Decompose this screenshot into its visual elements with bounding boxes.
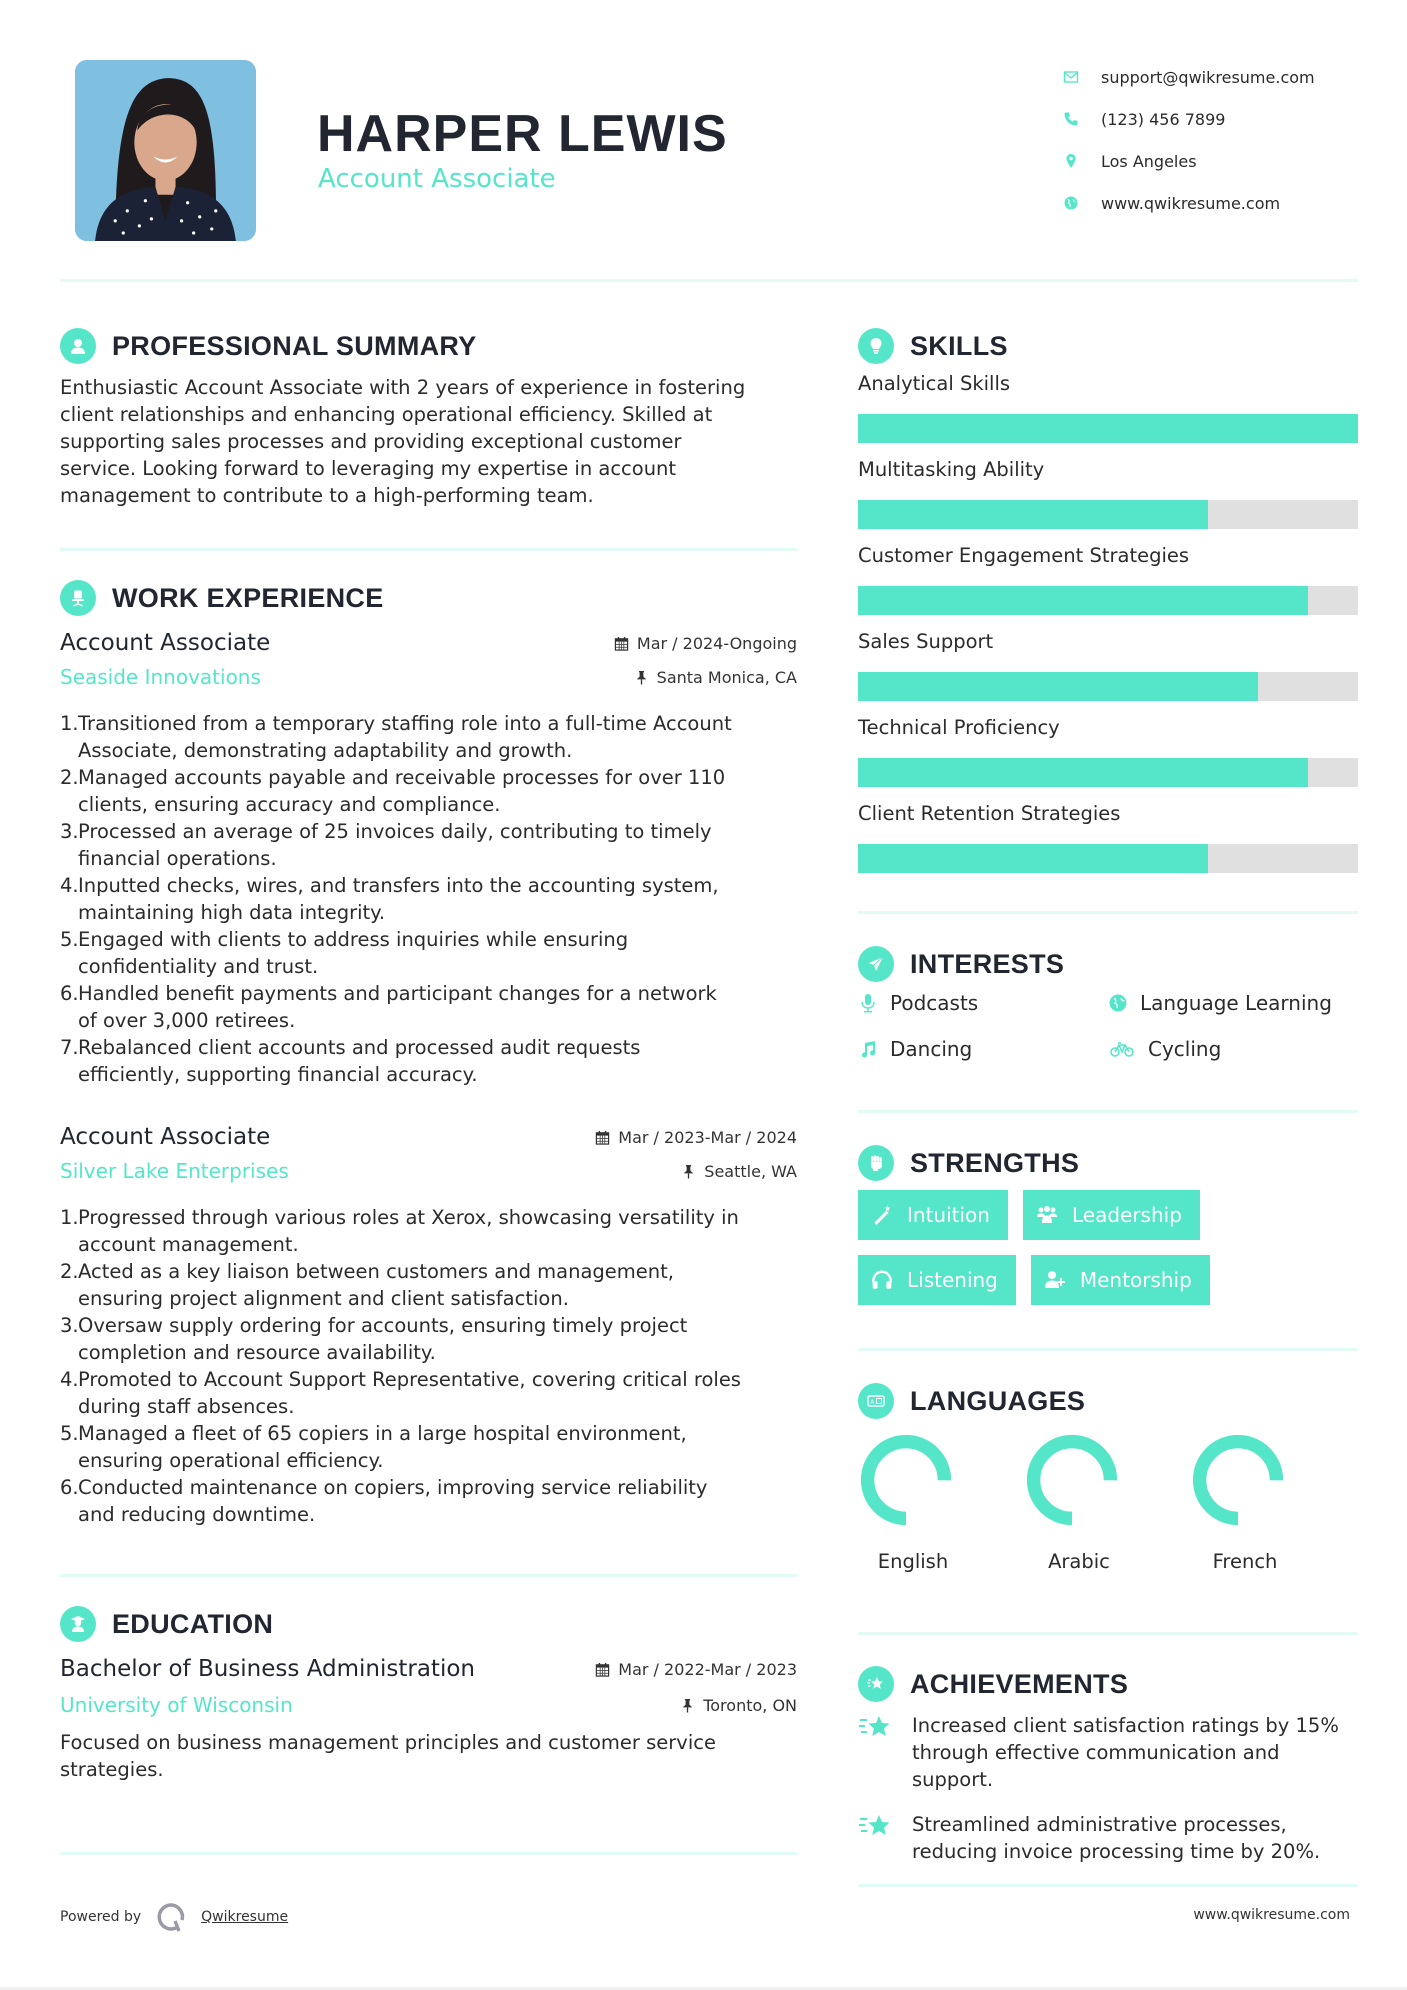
interest-label: Podcasts	[890, 991, 979, 1015]
language-item	[1190, 1432, 1356, 1573]
globe-icon	[1063, 195, 1101, 211]
strength-tag	[858, 1255, 1016, 1305]
skill-label: Customer Engagement Strategies	[858, 544, 1190, 567]
strengths-divider	[858, 1348, 1358, 1351]
achievement-line: Streamlined administrative processes,	[912, 1813, 1287, 1836]
contact-website-text: www.qwikresume.com	[1101, 193, 1281, 213]
fist-icon	[858, 1145, 894, 1181]
candidate-job-title: Account Associate	[318, 164, 556, 194]
skill-item	[858, 800, 1358, 886]
powered-by-label: Powered by	[60, 1909, 142, 1925]
achievement-line: through effective communication and	[912, 1741, 1280, 1764]
language-label: Arabic	[1048, 1550, 1110, 1573]
achievements-divider	[858, 1884, 1358, 1887]
lightbulb-icon	[858, 328, 894, 364]
skills-divider	[858, 911, 1358, 914]
education-entry	[60, 1651, 797, 1783]
contact-email-text: support@qwikresume.com	[1101, 67, 1315, 87]
education-line: strategies.	[60, 1758, 164, 1781]
header-divider	[60, 279, 1358, 282]
footer-powered-by	[60, 1902, 288, 1932]
job-role: Account Associate	[60, 1124, 271, 1150]
bullet-item: 3. Oversaw supply ordering for accounts, ensuring timely project completion and resource availability.	[60, 1314, 688, 1364]
star-badge-icon	[858, 1666, 894, 1702]
education-line: Focused on business management principles and customer service	[60, 1731, 716, 1754]
job-company: Seaside Innovations	[60, 665, 261, 689]
skill-item	[858, 370, 1358, 456]
bullet-item: 6. Conducted maintenance on copiers, improving service reliability and reducing downtime.	[60, 1476, 708, 1526]
job-entry	[60, 1120, 797, 1528]
user-plus-icon	[1044, 1269, 1066, 1291]
interest-item	[1108, 1034, 1358, 1064]
interest-label: Dancing	[890, 1037, 973, 1061]
skill-label: Client Retention Strategies	[858, 802, 1121, 825]
section-title-achievements: ACHIEVEMENTS	[910, 1668, 1129, 1699]
job-bullets	[60, 1204, 797, 1528]
skill-bar-fill	[858, 758, 1308, 787]
skill-bar-fill	[858, 586, 1308, 615]
job-bullets	[60, 710, 797, 1088]
section-header-education	[60, 1606, 273, 1642]
language-item	[1024, 1432, 1190, 1573]
skill-label: Technical Proficiency	[858, 716, 1060, 739]
office-chair-icon	[60, 580, 96, 616]
bullet-item: 2. Acted as a key liaison between customers and management, ensuring project alignment and client satisfaction.	[60, 1260, 674, 1310]
language-proficiency-ring	[1024, 1432, 1120, 1528]
user-icon	[60, 328, 96, 364]
job-location-text: Santa Monica, CA	[656, 667, 797, 687]
summary-divider	[60, 548, 797, 551]
profile-photo	[75, 60, 256, 241]
strength-label: Intuition	[907, 1203, 990, 1227]
microphone-icon	[858, 993, 878, 1013]
achievement-line: reducing invoice processing time by 20%.	[912, 1840, 1321, 1863]
location-pin-icon	[1063, 153, 1101, 169]
svg-text:A: A	[870, 1399, 875, 1406]
summary-line: client relationships and enhancing operational efficiency. Skilled at	[60, 403, 713, 426]
language-label: French	[1212, 1550, 1278, 1573]
summary-line: management to contribute to a high-performing team.	[60, 484, 594, 507]
summary-text	[60, 374, 800, 509]
languages-list	[858, 1432, 1356, 1573]
school: University of Wisconsin	[60, 1693, 293, 1717]
job-location	[634, 668, 797, 687]
bullet-item: 7. Rebalanced client accounts and processed audit requests efficiently, supporting financial accuracy.	[60, 1036, 641, 1086]
contact-website[interactable]	[1063, 182, 1315, 224]
interest-item	[858, 1034, 1108, 1064]
skill-bar-track	[858, 500, 1358, 529]
users-icon	[1036, 1204, 1058, 1226]
job-location	[681, 1162, 797, 1181]
strength-label: Listening	[907, 1268, 998, 1292]
section-header-experience	[60, 580, 384, 616]
job-dates-text: Mar / 2023-Mar / 2024	[618, 1127, 797, 1147]
pushpin-icon	[634, 670, 649, 685]
strength-label: Leadership	[1071, 1203, 1182, 1227]
summary-line: supporting sales processes and providing exceptional customer	[60, 430, 682, 453]
section-header-summary	[60, 328, 477, 364]
graduate-icon	[60, 1606, 96, 1642]
contact-location	[1063, 140, 1315, 182]
translate-icon	[858, 1383, 894, 1419]
strength-label: Mentorship	[1079, 1268, 1192, 1292]
education-location-text: Toronto, ON	[703, 1695, 797, 1715]
section-title-summary: PROFESSIONAL SUMMARY	[112, 330, 477, 361]
magic-wand-icon	[871, 1204, 893, 1226]
language-proficiency-ring	[858, 1432, 954, 1528]
qwikresume-link[interactable]: Qwikresume	[201, 1909, 289, 1925]
email-icon	[1063, 69, 1101, 85]
profile-photo-illustration	[75, 60, 256, 241]
interest-label: Cycling	[1148, 1037, 1222, 1061]
contact-phone[interactable]	[1063, 98, 1315, 140]
section-title-strengths: STRENGTHS	[910, 1147, 1080, 1178]
skill-bar-fill	[858, 414, 1358, 443]
skill-bar-fill	[858, 672, 1258, 701]
skill-label: Sales Support	[858, 630, 994, 653]
skill-bar-track	[858, 844, 1358, 873]
section-title-skills: SKILLS	[910, 330, 1008, 361]
strength-tag	[1031, 1255, 1210, 1305]
bullet-item: 3. Processed an average of 25 invoices daily, contributing to timely financial operations.	[60, 820, 712, 870]
section-title-education: EDUCATION	[112, 1608, 274, 1639]
bullet-item: 5. Engaged with clients to address inquiries while ensuring confidentiality and trust.	[60, 928, 629, 978]
calendar-icon	[614, 636, 629, 651]
interest-item	[1108, 988, 1358, 1018]
bullet-item: 4. Promoted to Account Support Representative, covering critical roles during staff absences.	[60, 1368, 741, 1418]
job-dates	[614, 634, 797, 653]
language-item	[858, 1432, 1024, 1573]
pushpin-icon	[681, 1164, 696, 1179]
summary-line: service. Looking forward to leveraging my expertise in account	[60, 457, 677, 480]
bullet-item: 6. Handled benefit payments and participant changes for a network of over 3,000 retirees.	[60, 982, 717, 1032]
contact-phone-text: (123) 456 7899	[1101, 109, 1226, 129]
bullet-item: 5. Managed a fleet of 65 copiers in a large hospital environment, ensuring operational efficiency.	[60, 1422, 687, 1472]
education-dates-text: Mar / 2022-Mar / 2023	[618, 1659, 797, 1679]
contact-email[interactable]	[1063, 56, 1315, 98]
languages-divider	[858, 1632, 1358, 1635]
strength-tag	[1023, 1190, 1200, 1240]
skill-item	[858, 542, 1358, 628]
section-header-achievements	[858, 1666, 1128, 1702]
degree: Bachelor of Business Administration	[60, 1656, 475, 1682]
summary-line: Enthusiastic Account Associate with 2 years of experience in fostering	[60, 376, 746, 399]
education-dates	[595, 1660, 797, 1679]
skills-list	[858, 370, 1358, 886]
pushpin-icon	[680, 1698, 695, 1713]
candidate-name: HARPER LEWIS	[317, 105, 728, 163]
skill-item	[858, 456, 1358, 542]
interest-item	[858, 988, 1108, 1018]
skill-item	[858, 628, 1358, 714]
section-title-languages: LANGUAGES	[910, 1385, 1086, 1416]
section-header-skills	[858, 328, 1008, 364]
job-location-text: Seattle, WA	[704, 1161, 797, 1181]
footer-website[interactable]: www.qwikresume.com	[1193, 1907, 1350, 1923]
skill-bar-fill	[858, 500, 1208, 529]
achievement-line: support.	[912, 1768, 994, 1791]
language-label: English	[877, 1550, 949, 1573]
bullet-item: 1. Transitioned from a temporary staffing role into a full-time Account Associate, demonstrating adaptability and growth.	[60, 712, 732, 762]
contact-list	[1063, 56, 1315, 224]
bullet-item: 2. Managed accounts payable and receivable processes for over 110 clients, ensuring accuracy and compliance.	[60, 766, 726, 816]
skill-item	[858, 714, 1358, 800]
qwikresume-logo-icon	[157, 1902, 187, 1932]
section-title-experience: WORK EXPERIENCE	[112, 582, 384, 613]
education-description	[60, 1729, 797, 1783]
skill-label: Multitasking Ability	[858, 458, 1045, 481]
job-entry	[60, 626, 797, 1088]
calendar-icon	[595, 1130, 610, 1145]
paper-plane-icon	[858, 946, 894, 982]
interests-list	[858, 988, 1358, 1064]
skill-bar-track	[858, 414, 1358, 443]
headphones-icon	[871, 1269, 893, 1291]
contact-location-text: Los Angeles	[1101, 151, 1197, 171]
skill-bar-track	[858, 586, 1358, 615]
phone-icon	[1063, 111, 1101, 127]
section-header-languages	[858, 1383, 1085, 1419]
job-role: Account Associate	[60, 630, 271, 656]
bicycle-icon	[1108, 1039, 1136, 1059]
music-note-icon	[858, 1039, 878, 1059]
language-proficiency-ring	[1190, 1432, 1286, 1528]
section-header-interests	[858, 946, 1064, 982]
job-dates	[595, 1128, 797, 1147]
skill-bar-fill	[858, 844, 1208, 873]
bullet-item: 4. Inputted checks, wires, and transfers into the accounting system, maintaining high data integrity.	[60, 874, 719, 924]
interest-label: Language Learning	[1140, 991, 1332, 1015]
strengths-list	[858, 1190, 1378, 1320]
section-header-strengths	[858, 1145, 1079, 1181]
globe-icon	[1108, 993, 1128, 1013]
bullet-item: 1. Progressed through various roles at Xerox, showcasing versatility in account management.	[60, 1206, 739, 1256]
achievement-line: Increased client satisfaction ratings by 15%	[912, 1714, 1339, 1737]
shooting-star-icon	[858, 1714, 892, 1742]
shooting-star-icon	[858, 1813, 892, 1841]
section-title-interests: INTERESTS	[910, 948, 1065, 979]
skill-bar-track	[858, 672, 1358, 701]
achievements-list	[858, 1712, 1358, 1883]
interests-divider	[858, 1110, 1358, 1113]
skill-label: Analytical Skills	[858, 372, 1011, 395]
job-company: Silver Lake Enterprises	[60, 1159, 289, 1183]
calendar-icon	[595, 1662, 610, 1677]
achievement-item	[858, 1811, 1358, 1865]
strength-tag	[858, 1190, 1008, 1240]
job-dates-text: Mar / 2024-Ongoing	[636, 633, 797, 653]
education-divider	[60, 1852, 797, 1855]
education-location	[680, 1696, 797, 1715]
experience-divider	[60, 1574, 797, 1577]
skill-bar-track	[858, 758, 1358, 787]
achievement-item	[858, 1712, 1358, 1793]
